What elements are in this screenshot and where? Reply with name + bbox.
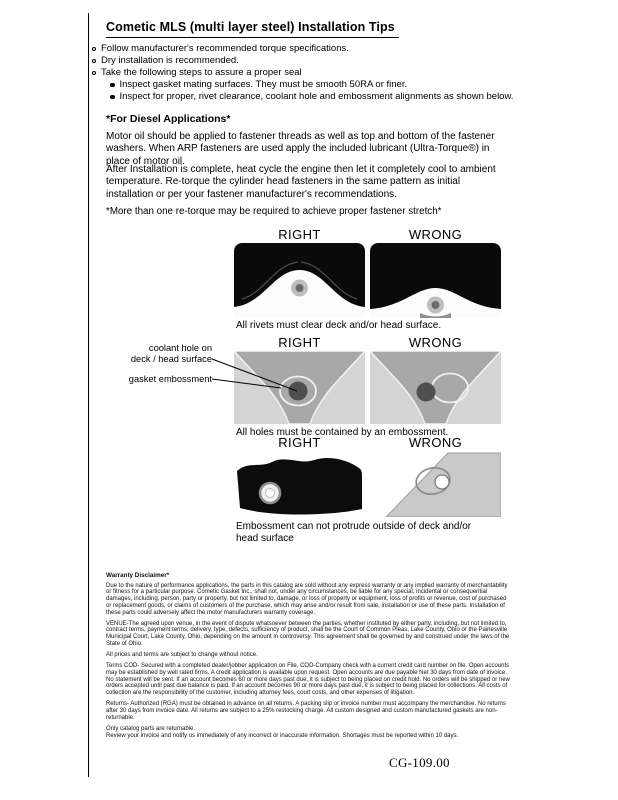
- row2-wrong-header: WRONG: [408, 335, 463, 350]
- circle-bullet-icon: [92, 47, 96, 51]
- coolant-hole-icon: [435, 475, 449, 489]
- diesel-applications-heading: *For Diesel Applications*: [106, 113, 231, 125]
- circle-bullet-icon: [92, 59, 96, 63]
- diagram-protrusion-wrong-image: [370, 451, 501, 517]
- row2-caption: All holes must be contained by an embossment.: [236, 427, 449, 438]
- list-item: [110, 79, 562, 91]
- legal-paragraph: Review your invoice and notify us immediately of any incorrect or inaccurate information. Shortages must be reported within 10 days.: [106, 732, 459, 739]
- diagram-embossment-right-image: [234, 351, 365, 424]
- page-left-border: [88, 13, 89, 777]
- row1-wrong-header: WRONG: [408, 227, 463, 242]
- protrusion-right-graphic: [234, 451, 365, 517]
- catalog-page-code: CG-109.00: [389, 755, 450, 770]
- gasket-embossment-label: gasket embossment: [128, 374, 212, 384]
- tip-text: Dry installation is recommended.: [101, 55, 239, 66]
- legal-paragraph: All prices and terms are subject to change without notice.: [106, 652, 258, 659]
- diagram-rivet-right-image: [234, 243, 365, 318]
- list-item: [92, 55, 562, 67]
- embossment-wrong-graphic: [370, 351, 501, 424]
- protrusion-wrong-graphic: [370, 451, 501, 517]
- legal-paragraph: Only catalog parts are returnable.: [106, 725, 196, 732]
- circle-bullet-icon: [92, 71, 96, 75]
- coolant-hole-icon: [417, 383, 436, 402]
- list-item: [110, 91, 562, 103]
- row1-right-header: RIGHT: [278, 227, 321, 242]
- tip-text: Inspect for proper, rivet clearance, coolant hole and embossment alignments as shown below.: [119, 91, 514, 102]
- row2-right-header: RIGHT: [278, 335, 321, 350]
- row1-caption: All rivets must clear deck and/or head surface.: [236, 320, 442, 331]
- legal-paragraph: Due to the nature of performance applications, the parts in this catalog are sold without any express warranty or any implied warranty of merchantability or fitness for a particular purpose. Cometic Gasket Inc., shall not, under any circumstances, be liable for any special, incidental or consequential damages, including, person, party or property, but not limited to, damage, or loss of property or equipment, loss of profits or revenue, cost of purchased or replacement goods, or claims of customers of the purchase, which may arise and/or result from sale, installation or use of these parts. Installation of these parts could adversely affect the motor manufacturers warranty coverage.: [106, 582, 508, 616]
- diagram-embossment-wrong-image: [370, 351, 501, 424]
- tip-text: Follow manufacturer's recommended torque specifications.: [101, 43, 349, 54]
- legal-paragraph: Returns- Authorized (RGA) must be obtained in advance on all returns. A packing slip or invoice number must accompany the merchandise. No returns after 30 days from invoice date. All returns are subject to a 25% restocking charge. All custom designed and custom manufactured gaskets are non-returnable.: [106, 701, 506, 721]
- warranty-disclaimer-heading: Warranty Disclaimer*: [106, 572, 170, 579]
- dot-bullet-icon: [110, 83, 115, 88]
- embossment-right-graphic: [234, 351, 365, 424]
- coolant-hole-icon: [289, 382, 308, 401]
- retorque-note: *More than one re-torque may be required to achieve proper fastener stretch*: [106, 206, 442, 217]
- row3-right-header: RIGHT: [278, 435, 321, 450]
- diesel-paragraph-1: Motor oil should be applied to fastener threads as well as top and bottom of the fastener washers. When ARP fasteners are used apply the included lubricant (Ultra-Torque®) in place of motor oil.: [106, 131, 495, 167]
- rivet-right-graphic: [234, 243, 365, 318]
- legal-paragraph: Terms COD- Secured with a completed dealer/jobber application on File, COD-Company check with a current credit card number on file. Open accounts may be established by well rated firms. A credit application is available upon request. Open accounts are due payable Net 30 days from date of invoice. No statement will be sent. If an account becomes 60 or more days past due, it is subject to being placed on credit hold. No orders will be shipped or new orders accepted until past due balance is paid. If an account becomes 90 or more days past due, it is subject to being placed for collections. All costs of collection are the responsibility of the customer, including attorney fees, court costs, and other expenses of litigation.: [106, 663, 510, 697]
- diagram-rivet-wrong-image: [370, 243, 501, 318]
- row3-wrong-header: WRONG: [408, 435, 463, 450]
- tip-text: Take the following steps to assure a proper seal: [101, 67, 302, 78]
- list-item: [92, 43, 562, 55]
- tips-list: [92, 43, 562, 103]
- rivet-wrong-graphic: [370, 243, 501, 318]
- page-title: Cometic MLS (multi layer steel) Installation Tips: [106, 20, 399, 38]
- list-item: [92, 67, 562, 79]
- diagram-protrusion-right-image: [234, 451, 365, 517]
- tip-text: Inspect gasket mating surfaces. They must be smooth 50RA or finer.: [119, 79, 408, 90]
- coolant-hole-label: coolant hole on deck / head surface: [130, 343, 212, 364]
- row3-caption: Embossment can not protrude outside of deck and/or head surface: [236, 521, 472, 544]
- coolant-hole-icon: [266, 489, 275, 498]
- legal-disclaimer: [106, 573, 512, 739]
- legal-paragraph: VENUE-The agreed upon venue, in the event of dispute whatsoever between the parties, whether instituted by either party, including, but not limited to, contract terms, payment terms, delivery, type, defects, sufficiency of product, shall be the Court of Common Pleas, Lake County, Ohio or the Painesville Municipal Court, Lake County, Ohio, depending on the amount in controversy. This agreement shall be governed by and construed under the laws of the State of Ohio.: [106, 620, 510, 647]
- diesel-paragraph-2: After Installation is complete, heat cycle the engine then let it completely cool to ambient temperature. Re-torque the cylinder head fasteners in the same pattern as initial installation or per your fastener manufacturer's recommendations.: [106, 164, 496, 200]
- dot-bullet-icon: [110, 95, 115, 100]
